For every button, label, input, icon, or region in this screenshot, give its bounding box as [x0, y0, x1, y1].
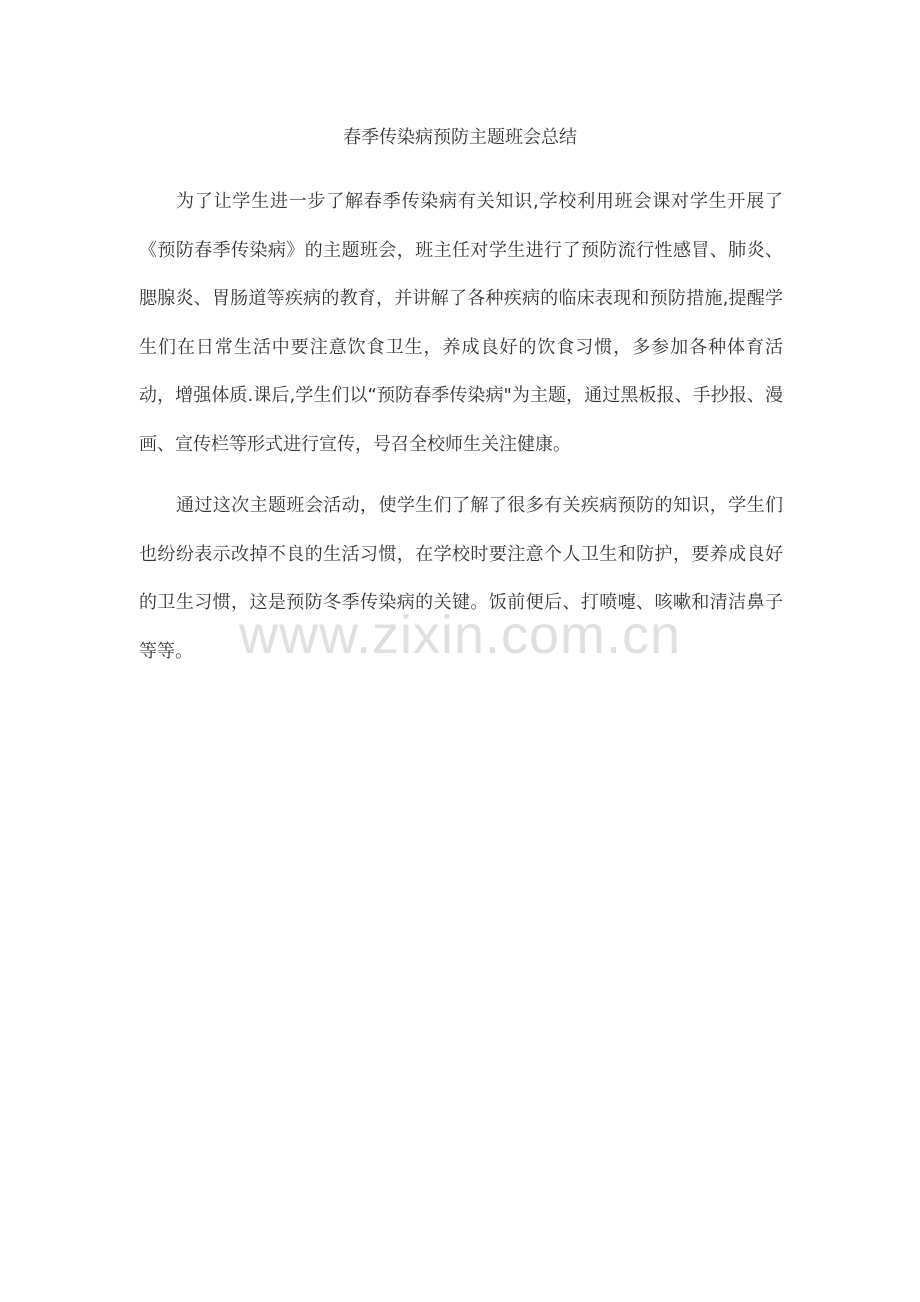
document-title: 春季传染病预防主题班会总结: [343, 127, 577, 148]
paragraph-2: 通过这次主题班会活动，使学生们了解了很多有关疾病预防的知识，学生们也纷纷表示改掉不良的生活习惯，在学校时要注意个人卫生和防护，要养成良好的卫生习惯，这是预防冬季传染病的关键。饭前便后、打喷嚏、咳嗽和清洁鼻子等等。: [139, 495, 783, 662]
paragraph-1: 为了让学生进一步了解春季传染病有关知识,学校利用班会课对学生开展了《预防春季传染病》的主题班会，班主任对学生进行了预防流行性感冒、肺炎、腮腺炎、胃肠道等疾病的教育，并讲解了各种疾病的临床表现和预防措施,提醒学生们在日常生活中要注意饮食卫生，养成良好的饮食习惯，多参加各种体育活动，增强体质.课后,学生们以“预防春季传染病"为主题，通过黑板报、手抄报、漫画、宣传栏等形式进行宣传，号召全校师生关注健康。: [139, 191, 783, 455]
watermark: www.zixin.com.cn: [238, 605, 682, 665]
